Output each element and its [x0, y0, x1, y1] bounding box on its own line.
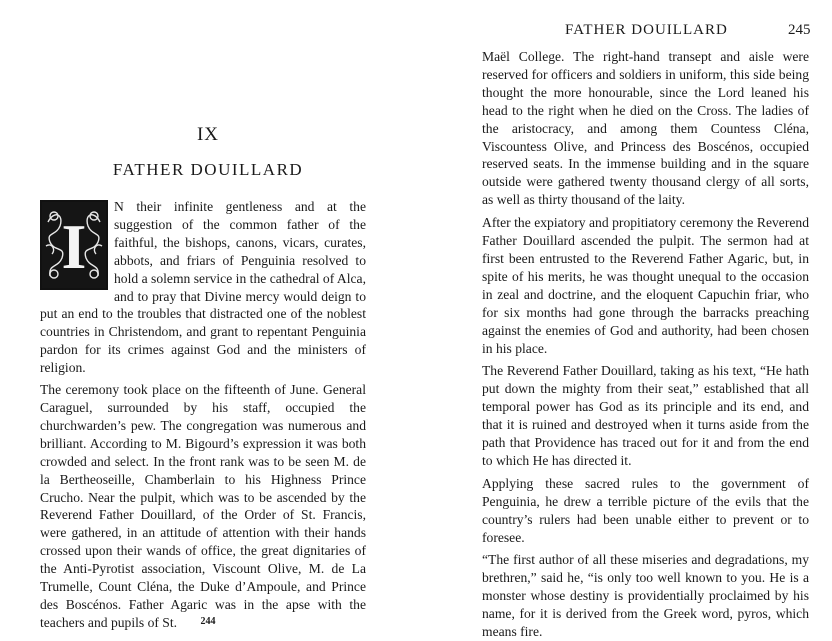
left-folio: 244 [200, 616, 216, 627]
right-paragraph-1: Maël College. The right-hand transept and aisle were reserved for officers and soldiers in uniform, this side being thought the more honourable, since the Lord leaned his head to the right when he died on the Cross. The ladies of the aristocracy, and among them Countess Cléna, Viscountess Olive, and Princess des Boscénos, occupied reserved seats. In the immense building and in the square outside were gathered twenty thousand clergy of all sorts, as well as thirty thousand of the laity. [482, 49, 809, 208]
left-page [0, 0, 416, 636]
left-paragraph-2: The ceremony took place on the fifteenth of June. General Caraguel, surrounded by his staff, occupied the churchwarden’s pew. The congregation was numerous and brilliant. According to M. Bigourd’s expression it was both crowded and select. In the front rank was to be seen M. de la Bertheoseille, Chamberlain to his Highness Prince Crucho. Near the pulpit, which was to be ascended by the Reverend Father Douillard, of the Order of St. Francis, were gathered, in an attitude of attention with their hands crossed upon their wands of office, the great dignitaries of the Anti-Pyrotist association, Viscount Olive, M. de La Trumelle, Count Cléna, the Duke d’Ampoule, and Prince des Boscénos. Father Agaric was in the apse with the teachers and pupils of St. [40, 382, 366, 630]
dropcap-rest: N [114, 199, 124, 214]
right-paragraph-2: After the expiatory and propitiatory ceremony the Reverend Father Douillard ascended the pulpit. The sermon had at first been entrusted to the Reverend Father Agaric, but, in spite of his merits, he was thought unequal to the occasion in zeal and doctrine, and the eloquent Capuchin friar, who for six months had gone through the barracks preaching against the enemies of God and authority, had been chosen in his place. [482, 215, 809, 356]
ornamental-dropcap-icon [40, 200, 108, 290]
right-paragraph-5: “The first author of all these miseries and degradations, my brethren,” said he, “is only too well known to you. He is a monster whose destiny is providentially proclaimed by his name, for it is derived from the Greek word, pyros, which means fire. [482, 552, 809, 640]
chapter-title: FATHER DOUILLARD [112, 160, 304, 179]
left-body-text [40, 198, 366, 632]
right-paragraph-3: The Reverend Father Douillard, taking as his text, “He hath put down the mighty from their seat,” established that all temporal power has God as its principle and its end, and that it is ruined and destroyed when it turns aside from the path that Providence has traced out for it and from the end to which He has directed it. [482, 363, 809, 468]
chapter-number: IX [196, 124, 220, 145]
running-head: FATHER DOUILLARD [565, 22, 728, 38]
dropcap-letter: I [61, 211, 87, 282]
right-page-number: 245 [788, 22, 811, 38]
left-paragraph-1-text: their infinite gentleness and at the suggestion of the common father of the faithful, the bishops, canons, vicars, curates, abbots, and friars of Penguinia resolved to hold a solemn service in the cathedral of Alca, and to pray that Divine mercy would deign to put an end to the troubles that distracted one of the noblest countries in Christendom, and grant to repentant Penguinia pardon for its crimes against God and the ministers of religion. [40, 199, 366, 376]
right-body-text [482, 48, 809, 641]
left-paragraph-1 [40, 198, 366, 377]
right-paragraph-4: Applying these sacred rules to the government of Penguinia, he drew a terrible picture of the evils that the country’s rulers had been unable either to prevent or to foresee. [482, 475, 809, 545]
